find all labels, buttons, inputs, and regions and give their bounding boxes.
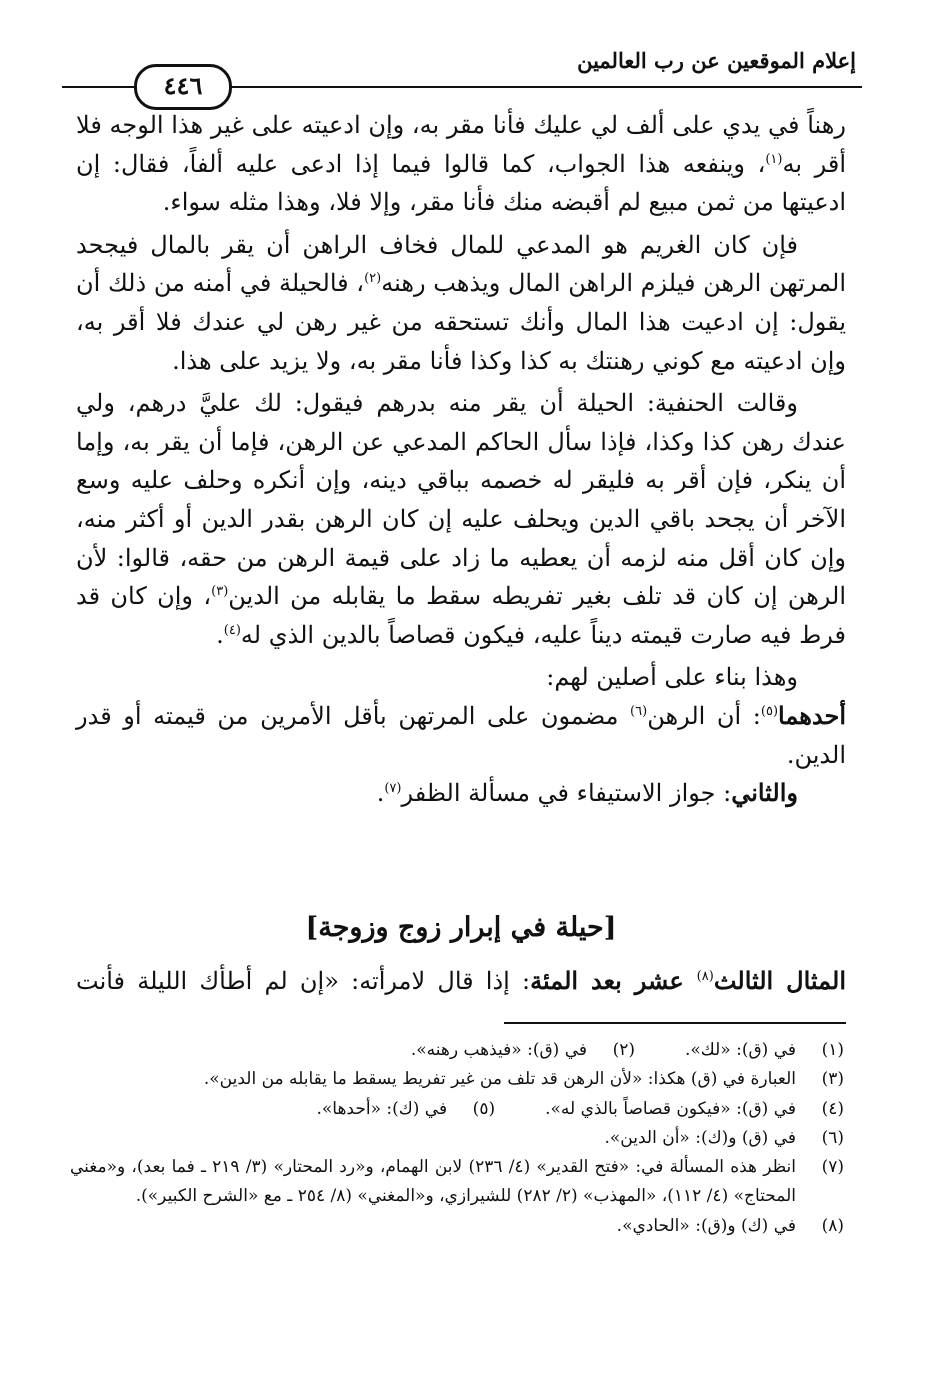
bold-term: عشر بعد المئة	[530, 966, 697, 995]
bold-term: المثال الثالث	[713, 966, 846, 995]
page-number: ٤٤٦	[134, 64, 232, 110]
page-header	[62, 38, 862, 100]
paragraph-text: : أن الرهن	[647, 701, 761, 730]
footnote-row	[70, 1212, 848, 1241]
footnote-ref-7: (٧)	[384, 781, 402, 797]
footnote-number: (٣)	[821, 1069, 844, 1090]
footnote-row	[70, 1036, 848, 1065]
footnote-number: (٦)	[821, 1127, 844, 1148]
footnote-text: في (ق) و(ك): «أن الدين».	[604, 1127, 796, 1148]
footnote-text: في (ق): «لك».	[685, 1040, 796, 1060]
paragraph-5	[76, 697, 846, 774]
bold-term: والثاني	[731, 778, 798, 808]
footnote-ref-2: (٢)	[364, 271, 382, 287]
footnotes	[70, 1036, 848, 1241]
footnote-ref-6: (٦)	[630, 703, 648, 719]
footnote-ref-4: (٤)	[223, 622, 241, 638]
paragraph-text: رهناً في يدي على ألف لي عليك فأنا مقر به، وإن ادعيته على غير هذا الوجه فلا أقر به	[76, 111, 846, 178]
paragraph-1	[76, 106, 846, 222]
paragraph-text: .	[376, 779, 385, 808]
footnote-row	[70, 1124, 848, 1153]
footnote-text: العبارة في (ق) هكذا: «لأن الرهن قد تلف من غير تفريط يسقط ما يقابله من الدين».	[203, 1069, 796, 1090]
footnote-row	[70, 1095, 848, 1124]
running-title: إعلام الموقعين عن رب العالمين	[577, 48, 856, 73]
paragraph-text: ، فالحيلة في أمنه من ذلك أن يقول: إن ادعيت هذا المال وأنك تستحقه من غير رهن لي عندك فلا أقر به، وإن ادعيته مع كوني رهنتك به كذا وكذا فأنا مقر به، ولا يزيد على هذا.	[76, 269, 846, 375]
bold-term: أحدهما	[778, 700, 846, 730]
footnote-ref-5: (٥)	[760, 703, 779, 719]
footnote-number: (٢)	[612, 1040, 635, 1060]
paragraph-3	[76, 384, 846, 654]
paragraph-text: : إذا قال لامرأته: «إن لم أطأك الليلة فأنت	[76, 967, 531, 995]
footnote-number: (١)	[821, 1040, 844, 1060]
footnote-number: (٨)	[821, 1215, 844, 1236]
paragraph-text: مضمون على المرتهن بأقل الأمرين من قيمته أو قدر الدين.	[76, 701, 846, 769]
footnote-row	[70, 1153, 848, 1212]
footnote-number: (٤)	[821, 1098, 844, 1119]
main-text	[76, 106, 846, 813]
footnote-text: انظر هذه المسألة في: «فتح القدير» (٤/ ٢٣٦) لابن الهمام، و«رد المحتار» (٣/ ٢١٩ ـ فما بعد)، و«مغني المحتاج» (٤/ ١١٢)، «المهذب» (٢/ ٢٨٢) للشيرازي، و«المغني» (٨/ ٢٥٤ ـ مع «الشرح الكبير»).	[70, 1157, 796, 1207]
paragraph-6	[76, 774, 846, 813]
footnote-text: في (ك): «أحدها».	[316, 1098, 448, 1119]
paragraph-text: وقالت الحنفية: الحيلة أن يقر منه بدرهم فيقول: لك عليَّ درهم، ولي عندك رهن كذا وكذا، فإذا سأل الحاكم المدعي عن الرهن، فإما أن يقر به، وإما أن ينكر، فإن أقر به فليقر له خصمه بباقي دينه، وإن أنكره وحلف عليه وسع الآخر أن يجحد باقي الدين ويحلف عليه إن كان الرهن بقدر الدين أو أكثر منه، وإن كان أقل منه لزمه أن يعطيه ما زاد على قيمة الرهن من حقه، قالوا: لأن الرهن إن كان قد تلف بغير تفريطه سقط ما يقابله من الدين	[76, 389, 847, 611]
footnote-separator	[504, 1022, 846, 1024]
paragraph-text: فإن كان الغريم هو المدعي للمال فخاف الراهن أن يقر بالمال فيجحد المرتهن الرهن فيلزم الراهن المال ويذهب رهنه	[76, 230, 846, 298]
footnote-ref-1: (١)	[765, 151, 783, 167]
footnote-row	[70, 1065, 848, 1094]
section-heading: [حيلة في إبرار زوج وزوجة]	[305, 912, 617, 943]
footnote-ref-8: (٨)	[696, 969, 714, 984]
footnote-number: (٥)	[472, 1098, 496, 1119]
paragraph-text: : جواز الاستيفاء في مسألة الظفر	[401, 779, 732, 808]
paragraph-7	[76, 962, 846, 1000]
paragraph-text: ، وإن كان قد فرط فيه صارت قيمته ديناً عليه، فيكون قصاصاً بالدين الذي له	[76, 582, 846, 649]
footnote-text: في (ق): «فيكون قصاصاً بالذي له».	[545, 1098, 796, 1119]
footnote-ref-3: (٣)	[211, 584, 229, 600]
footnote-text: في (ق): «فيذهب رهنه».	[410, 1040, 587, 1060]
footnote-text: في (ك) و(ق): «الحادي».	[616, 1215, 796, 1236]
paragraph-2	[76, 226, 846, 380]
paragraph-text: ، وينفعه هذا الجواب، كما قالوا فيما إذا ادعى عليه ألفاً، فقال: إن ادعيتها من ثمن مبيع لم أقبضه منك فأنا مقر، وإلا فلا، وهذا مثله سواء.	[76, 149, 846, 217]
footnote-number: (٧)	[821, 1157, 844, 1178]
paragraph-text: .	[216, 620, 224, 649]
paragraph-4: وهذا بناء على أصلين لهم:	[546, 663, 798, 692]
